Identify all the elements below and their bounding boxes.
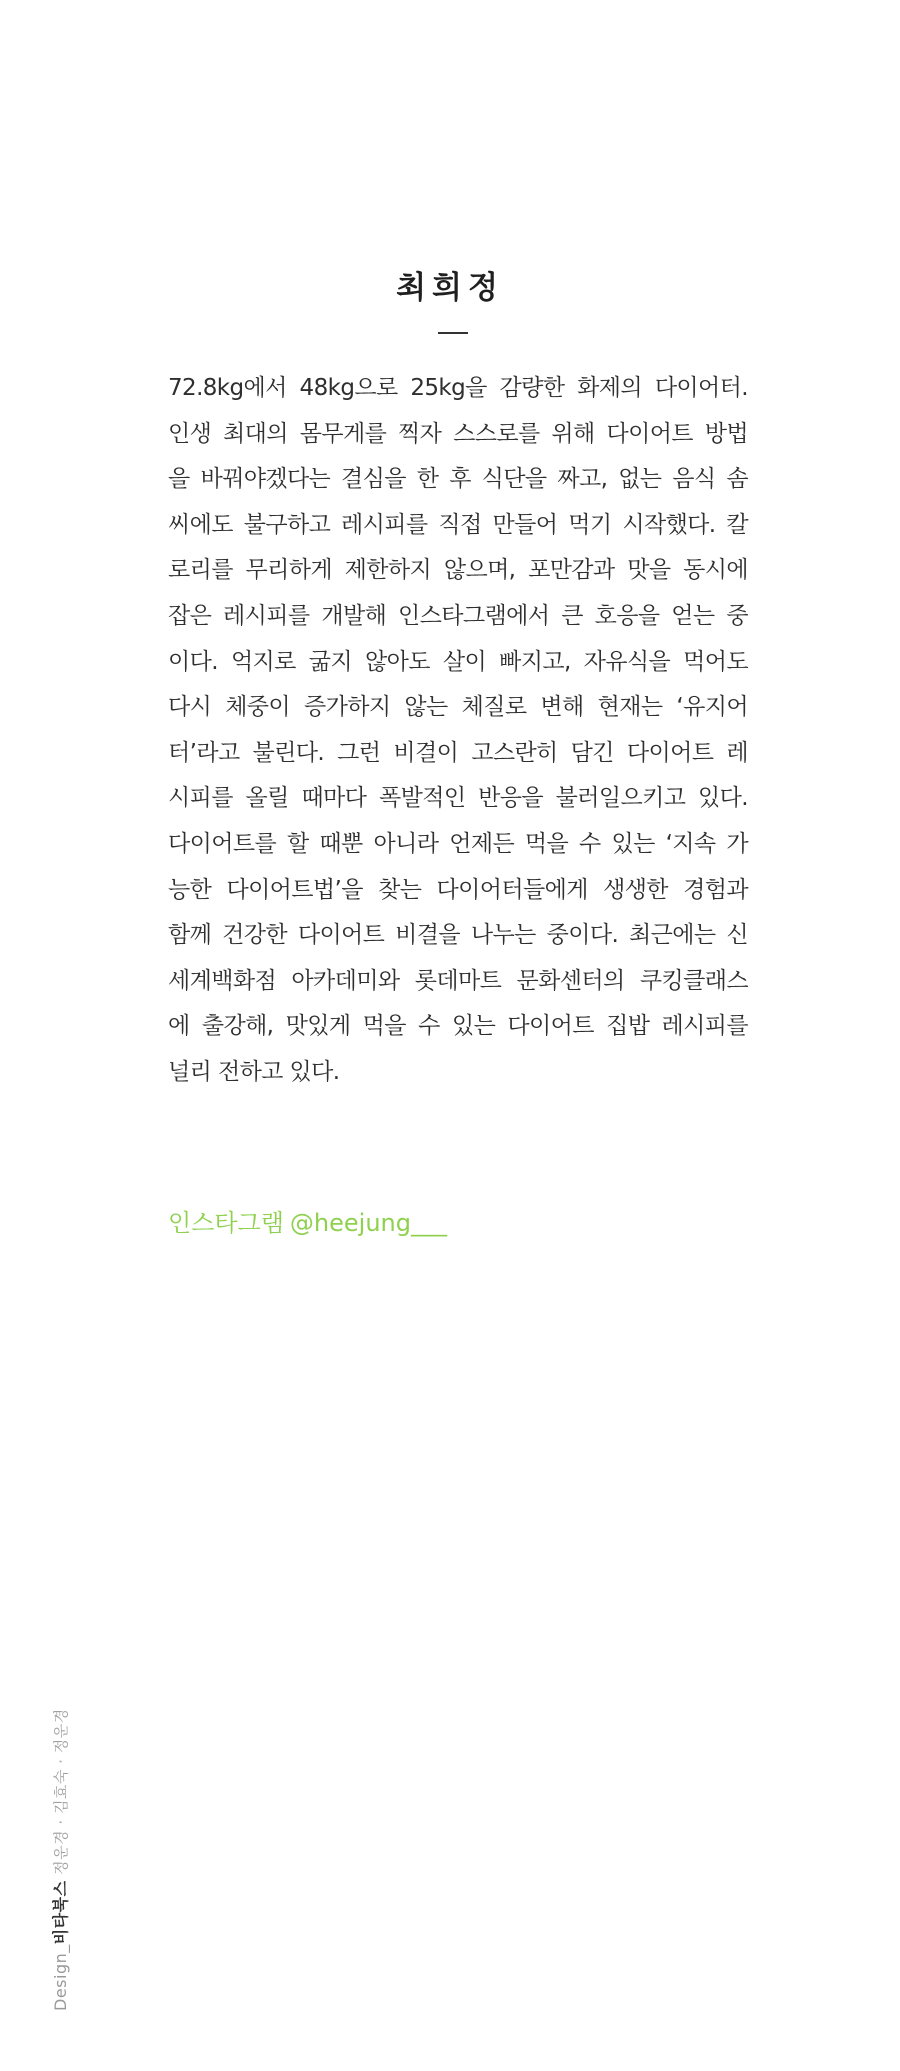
bio-line: 다시 체중이 증가하지 않는 체질로 변해 현재는 ‘유지어 [168,694,748,721]
author-name: 최희정 [396,270,504,306]
instagram-label: 인스타그램 [168,1209,284,1237]
bio-line: 에 출강해, 맛있게 먹을 수 있는 다이어트 집밥 레시피를 [168,1013,748,1040]
bio-line: 터’라고 불린다. 그런 비결이 고스란히 담긴 다이어트 레 [168,739,748,766]
bio-line: 시피를 올릴 때마다 폭발적인 반응을 불러일으키고 있다. [168,785,748,812]
bio-line: 로리를 무리하게 제한하지 않으며, 포만감과 맛을 동시에 [168,557,748,584]
bio-line: 함께 건강한 다이어트 비결을 나누는 중이다. 최근에는 신 [168,922,748,949]
bio-line: 잡은 레시피를 개발해 인스타그램에서 큰 호응을 얻는 중 [168,602,748,629]
bio-line: 널리 전하고 있다. [168,1058,340,1085]
bio-line: 세계백화점 아카데미와 롯데마트 문화센터의 쿠킹클래스 [168,967,748,994]
bio-line: 인생 최대의 몸무게를 찍자 스스로를 위해 다이어트 방법 [168,420,748,447]
bio-line: 다이어트를 할 때뿐 아니라 언제든 먹을 수 있는 ‘지속 가 [168,830,748,857]
bio-line: 능한 다이어트법’을 찾는 다이어터들에게 생생한 경험과 [168,876,748,903]
instagram-handle: @heejung___ [289,1209,447,1237]
credit-brand: 비타북스 [51,1880,70,1945]
title-divider [438,332,468,334]
design-credit [48,1708,71,2011]
bio-line: 씨에도 불구하고 레시피를 직접 만들어 먹기 시작했다. 칼 [168,511,748,538]
author-bio [168,366,748,1096]
bio-line: 72.8kg에서 48kg으로 25kg을 감량한 화제의 다이어터. [168,375,748,401]
bio-line: 이다. 억지로 굶지 않아도 살이 빠지고, 자유식을 먹어도 [168,648,748,675]
credit-prefix: Design_ [51,1944,70,2011]
credit-people: 정운경 · 김효숙 · 정운경 [52,1708,70,1875]
instagram-link[interactable] [168,1203,447,1238]
bio-line: 을 바꿔야겠다는 결심을 한 후 식단을 짜고, 없는 음식 솜 [168,466,748,493]
